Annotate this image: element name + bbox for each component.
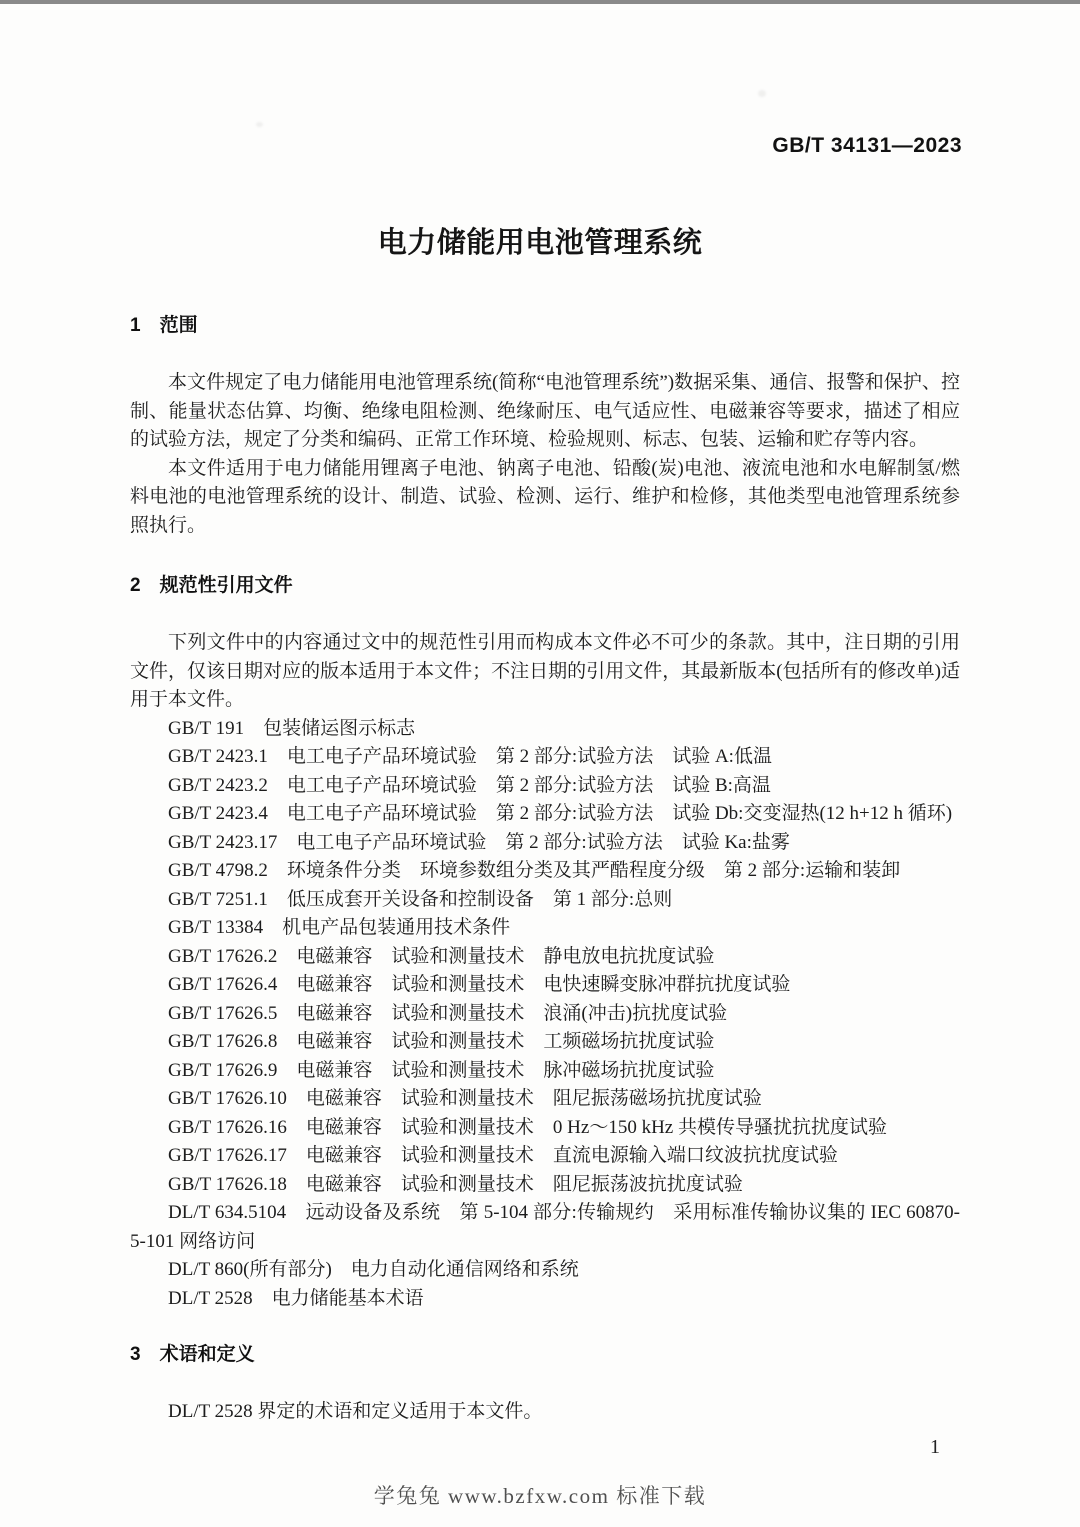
reference-item: GB/T 2423.2 电工电子产品环境试验 第 2 部分:试验方法 试验 B:高温 [168, 774, 771, 796]
reference-item: GB/T 17626.8 电磁兼容 试验和测量技术 工频磁场抗扰度试验 [168, 1031, 715, 1052]
reference-item: GB/T 2423.4 电工电子产品环境试验 第 2 部分:试验方法 试验 Db:交变湿热(12 h+12 h 循环) [168, 803, 953, 824]
reference-item: DL/T 634.5104 远动设备及系统 第 5-104 部分:传输规约 采用标准传输协议集的 IEC 60870-5-101 网络访问 [130, 1202, 960, 1252]
reference-item: GB/T 7251.1 低压成套开关设备和控制设备 第 1 部分:总则 [168, 888, 673, 910]
document-body [130, 312, 960, 1427]
standard-number: GB/T 34131—2023 [772, 134, 962, 157]
reference-item: GB/T 17626.16 电磁兼容 试验和测量技术 0 Hz～150 kHz 共模传导骚扰抗扰度试验 [168, 1116, 887, 1138]
scan-speck [256, 122, 263, 127]
reference-item: GB/T 4798.2 环境条件分类 环境参数组分类及其严酷程度分级 第 2 部分:运输和装卸 [168, 860, 901, 881]
reference-item: GB/T 191 包装储运图示标志 [168, 717, 416, 739]
reference-item: GB/T 2423.1 电工电子产品环境试验 第 2 部分:试验方法 试验 A:低温 [168, 746, 772, 767]
terms-paragraph: DL/T 2528 界定的术语和定义适用于本文件。 [168, 1401, 543, 1422]
reference-item: DL/T 2528 电力储能基本术语 [168, 1287, 424, 1309]
references-list [130, 715, 960, 1314]
reference-item: GB/T 13384 机电产品包装通用技术条件 [168, 917, 511, 938]
references-intro: 下列文件中的内容通过文中的规范性引用而构成本文件必不可少的条款。其中，注日期的引用文件，仅该日期对应的版本适用于本文件；不注日期的引用文件，其最新版本(包括所有的修改单)适用于本文件。 [130, 632, 960, 710]
section-heading-terms: 3 术语和定义 [130, 1344, 255, 1365]
scan-edge-bar [0, 0, 1080, 4]
reference-item: GB/T 17626.18 电磁兼容 试验和测量技术 阻尼振荡波抗扰度试验 [168, 1173, 743, 1195]
reference-item: GB/T 17626.10 电磁兼容 试验和测量技术 阻尼振荡磁场抗扰度试验 [168, 1088, 762, 1109]
watermark-text: 学兔兔 www.bzfxw.com 标准下载 [373, 1484, 707, 1508]
scope-paragraph-1: 本文件规定了电力储能用电池管理系统(简称“电池管理系统”)数据采集、通信、报警和保护、控制、能量状态估算、均衡、绝缘电阻检测、绝缘耐压、电气适应性、电磁兼容等要求，描述了相应的试验方法，规定了分类和编码、正常工作环境、检验规则、标志、包装、运输和贮存等内容。 [130, 372, 960, 450]
reference-item: GB/T 17626.17 电磁兼容 试验和测量技术 直流电源输入端口纹波抗扰度试验 [168, 1145, 838, 1166]
reference-item: GB/T 17626.9 电磁兼容 试验和测量技术 脉冲磁场抗扰度试验 [168, 1059, 715, 1081]
section-heading-scope: 1 范围 [130, 315, 198, 336]
reference-item: GB/T 17626.5 电磁兼容 试验和测量技术 浪涌(冲击)抗扰度试验 [168, 1002, 728, 1024]
reference-item: GB/T 17626.2 电磁兼容 试验和测量技术 静电放电抗扰度试验 [168, 945, 715, 967]
document-title: 电力储能用电池管理系统 [377, 227, 703, 259]
reference-item: DL/T 860(所有部分) 电力自动化通信网络和系统 [168, 1259, 579, 1280]
section-heading-references: 2 规范性引用文件 [130, 575, 293, 596]
scan-speck [758, 90, 766, 97]
reference-item: GB/T 17626.4 电磁兼容 试验和测量技术 电快速瞬变脉冲群抗扰度试验 [168, 974, 791, 995]
reference-item: GB/T 2423.17 电工电子产品环境试验 第 2 部分:试验方法 试验 Ka:盐雾 [168, 831, 790, 853]
scope-paragraph-2: 本文件适用于电力储能用锂离子电池、钠离子电池、铅酸(炭)电池、液流电池和水电解制氢/燃料电池的电池管理系统的设计、制造、试验、检测、运行、维护和检修，其他类型电池管理系统参照执行。 [130, 457, 960, 536]
page-number: 1 [930, 1436, 940, 1458]
